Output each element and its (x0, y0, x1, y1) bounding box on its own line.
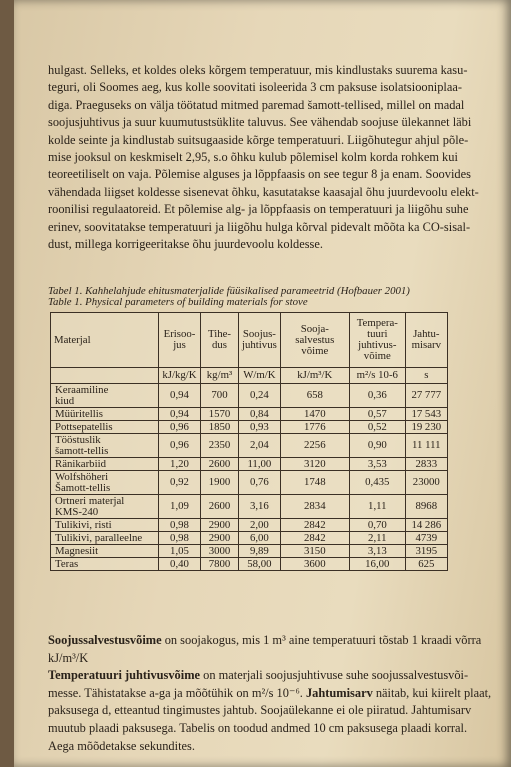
value-cell: 1570 (201, 408, 239, 421)
value-cell: 0,90 (349, 434, 405, 458)
value-cell: 0,96 (159, 434, 201, 458)
definition-text: näitab, kui kiirelt plaat, (372, 685, 492, 700)
value-cell: 1850 (201, 421, 239, 434)
definition-text: messe. Tähistatakse a-ga ja mõõtühik on m²/s 10⁻⁶. (48, 685, 306, 700)
value-cell: 3000 (201, 545, 239, 558)
value-cell: 23000 (405, 471, 447, 495)
table-row (51, 421, 448, 434)
caption-estonian: Tabel 1. Kahhelahjude ehitusmaterjalide füüsikalised parameetrid (Hofbauer 2001) (48, 285, 410, 297)
table-caption (48, 286, 508, 308)
material-name-cell: Keraamiline kiud (51, 384, 159, 408)
value-cell: 2,04 (239, 434, 281, 458)
value-cell: 1900 (201, 471, 239, 495)
material-name-cell: Tööstuslik šamott-tellis (51, 434, 159, 458)
value-cell: 700 (201, 384, 239, 408)
text-line: soojusjuhtivus ja suur kuumutustsüklite taluvus. See vähendab soojuse ülekannet läbi (48, 115, 472, 130)
value-cell: 0,84 (239, 408, 281, 421)
table-row (51, 458, 448, 471)
value-cell: 0,96 (159, 421, 201, 434)
value-cell: 2350 (201, 434, 239, 458)
value-cell: 9,89 (239, 545, 281, 558)
text-line: vähendada liigset koldesse sisenevat õhku, kasutatakse kaasajal õhu juurdevoolu elekt- (48, 184, 479, 199)
definition-line: muutub plaadi paksusega. Tabelis on toodud andmed 10 cm paksusega plaadi korral. (48, 720, 468, 735)
value-cell: 658 (280, 384, 349, 408)
unit-cell: s (405, 368, 447, 384)
unit-cell: m²/s 10-6 (349, 368, 405, 384)
text-line: teguri, oli Soomes aeg, kus kolle soovitati isoleerida 3 cm paksuse isolatsiooniplaa- (48, 80, 462, 95)
value-cell: 1,09 (159, 495, 201, 519)
table-row (51, 558, 448, 571)
header-cell: Sooja- salvestus võime (280, 313, 349, 368)
value-cell: 2842 (280, 519, 349, 532)
text-line: erinev, soovitatakse temperatuuri ja liigõhu hulga kõrval pidevalt mõõta ka CO-sisal- (48, 219, 471, 234)
unit-cell (51, 368, 159, 384)
value-cell: 11,00 (239, 458, 281, 471)
value-cell: 1776 (280, 421, 349, 434)
header-cell: Soojus- juhtivus (239, 313, 281, 368)
header-cell: Jahtu- misarv (405, 313, 447, 368)
definition-line: kJ/m³/K (48, 650, 89, 665)
value-cell: 0,76 (239, 471, 281, 495)
value-cell: 7800 (201, 558, 239, 571)
text-line: roonilisi regulaatoreid. Et põlemise alg- ja lõppfaasis on temperatuuri ja liigõhu suhe (48, 202, 469, 217)
material-name-cell: Magnesiit (51, 545, 159, 558)
value-cell: 3120 (280, 458, 349, 471)
value-cell: 3150 (280, 545, 349, 558)
table-header-row (51, 313, 448, 368)
header-cell: Erisoo- jus (159, 313, 201, 368)
value-cell: 2834 (280, 495, 349, 519)
definition-line (48, 685, 511, 703)
value-cell: 3600 (280, 558, 349, 571)
value-cell: 0,94 (159, 384, 201, 408)
value-cell: 17 543 (405, 408, 447, 421)
text-line: hulgast. Selleks, et koldes oleks kõrgem temperatuur, mis kindlustaks suurema kasu- (48, 63, 468, 77)
header-material: Materjal (51, 313, 159, 368)
value-cell: 625 (405, 558, 447, 571)
body-paragraph (48, 62, 510, 253)
value-cell: 2256 (280, 434, 349, 458)
value-cell: 3,16 (239, 495, 281, 519)
value-cell: 1470 (280, 408, 349, 421)
text-line: diga. Praeguseks on välja töötatud mitmed paremad šamott-tellised, millel on madal (48, 97, 465, 112)
definition-text: on soojakogus, mis 1 m³ aine temperatuuri tõstab 1 kraadi võrra (161, 633, 482, 647)
material-name-cell: Wolfshöheri Šamott-tellis (51, 471, 159, 495)
material-name-cell: Pottsepatellis (51, 421, 159, 434)
definition-line (48, 632, 511, 650)
value-cell: 3195 (405, 545, 447, 558)
value-cell: 2842 (280, 532, 349, 545)
value-cell: 0,98 (159, 532, 201, 545)
value-cell: 0,70 (349, 519, 405, 532)
table-row (51, 495, 448, 519)
value-cell: 11 111 (405, 434, 447, 458)
unit-cell: kg/m³ (201, 368, 239, 384)
table-body (51, 384, 448, 571)
value-cell: 4739 (405, 532, 447, 545)
definition-text: on materjali soojusjuhtivuse suhe soojussalvestusvõi- (200, 668, 469, 683)
header-cell: Tempera- tuuri juhtivus- võime (349, 313, 405, 368)
value-cell: 1,11 (349, 495, 405, 519)
definition-line (48, 667, 511, 685)
value-cell: 0,92 (159, 471, 201, 495)
definitions-block (48, 632, 511, 755)
materials-table (50, 312, 448, 571)
value-cell: 1,05 (159, 545, 201, 558)
value-cell: 0,52 (349, 421, 405, 434)
text-line: dust, millega korrigeeritakse õhu juurdevoolu koldesse. (48, 237, 323, 252)
value-cell: 6,00 (239, 532, 281, 545)
material-name-cell: Tulikivi, paralleelne (51, 532, 159, 545)
value-cell: 2600 (201, 458, 239, 471)
unit-cell: kJ/kg/K (159, 368, 201, 384)
value-cell: 0,98 (159, 519, 201, 532)
value-cell: 19 230 (405, 421, 447, 434)
table-row (51, 519, 448, 532)
term-cooling-number: Jahtumisarv (305, 685, 373, 700)
table-row (51, 434, 448, 458)
value-cell: 2900 (201, 519, 239, 532)
value-cell: 16,00 (349, 558, 405, 571)
table-units-row (51, 368, 448, 384)
material-name-cell: Ortneri materjal KMS-240 (51, 495, 159, 519)
value-cell: 2,00 (239, 519, 281, 532)
book-page (14, 0, 511, 767)
term-thermal-diffusivity: Temperatuuri juhtivusvõime (48, 668, 201, 683)
value-cell: 0,40 (159, 558, 201, 571)
unit-cell: kJ/m³/K (280, 368, 349, 384)
value-cell: 0,36 (349, 384, 405, 408)
value-cell: 1748 (280, 471, 349, 495)
text-line: teoreetiliselt on vaja. Põlemise alguses ja lõppfaasis on see tegur 8 ja enam. Soovides (48, 167, 471, 182)
value-cell: 2900 (201, 532, 239, 545)
definition-line: Aega mõõdetakse sekundites. (48, 738, 195, 753)
header-cell: Tihe- dus (201, 313, 239, 368)
material-name-cell: Ränikarbiid (51, 458, 159, 471)
value-cell: 27 777 (405, 384, 447, 408)
value-cell: 3,53 (349, 458, 405, 471)
value-cell: 58,00 (239, 558, 281, 571)
value-cell: 3,13 (349, 545, 405, 558)
table-row (51, 408, 448, 421)
table-row (51, 384, 448, 408)
value-cell: 0,94 (159, 408, 201, 421)
text-line: kolde seinte ja kindlustab suitsugaaside kõrge temperatuuri. Liigõhutegur ahjul põle- (48, 132, 469, 147)
material-name-cell: Müüritellis (51, 408, 159, 421)
unit-cell: W/m/K (239, 368, 281, 384)
caption-english: Table 1. Physical parameters of building materials for stove (48, 296, 308, 308)
value-cell: 0,57 (349, 408, 405, 421)
table-row (51, 545, 448, 558)
value-cell: 2833 (405, 458, 447, 471)
material-name-cell: Tulikivi, risti (51, 519, 159, 532)
value-cell: 1,20 (159, 458, 201, 471)
value-cell: 8968 (405, 495, 447, 519)
text-line: mise jooksul on keskmiselt 2,95, s.o õhku kulub põlemisel kolm korda rohkem kui (48, 150, 458, 165)
value-cell: 2,11 (349, 532, 405, 545)
value-cell: 0,93 (239, 421, 281, 434)
definition-line: paksusega d, etteantud tingimustes jahtub. Soojaülekanne ei ole piiratud. Jahtumisarv (48, 703, 472, 718)
value-cell: 2600 (201, 495, 239, 519)
table-row (51, 471, 448, 495)
material-name-cell: Teras (51, 558, 159, 571)
value-cell: 0,435 (349, 471, 405, 495)
value-cell: 14 286 (405, 519, 447, 532)
term-heat-storage: Soojussalvestusvõime (48, 633, 162, 647)
value-cell: 0,24 (239, 384, 281, 408)
table-row (51, 532, 448, 545)
